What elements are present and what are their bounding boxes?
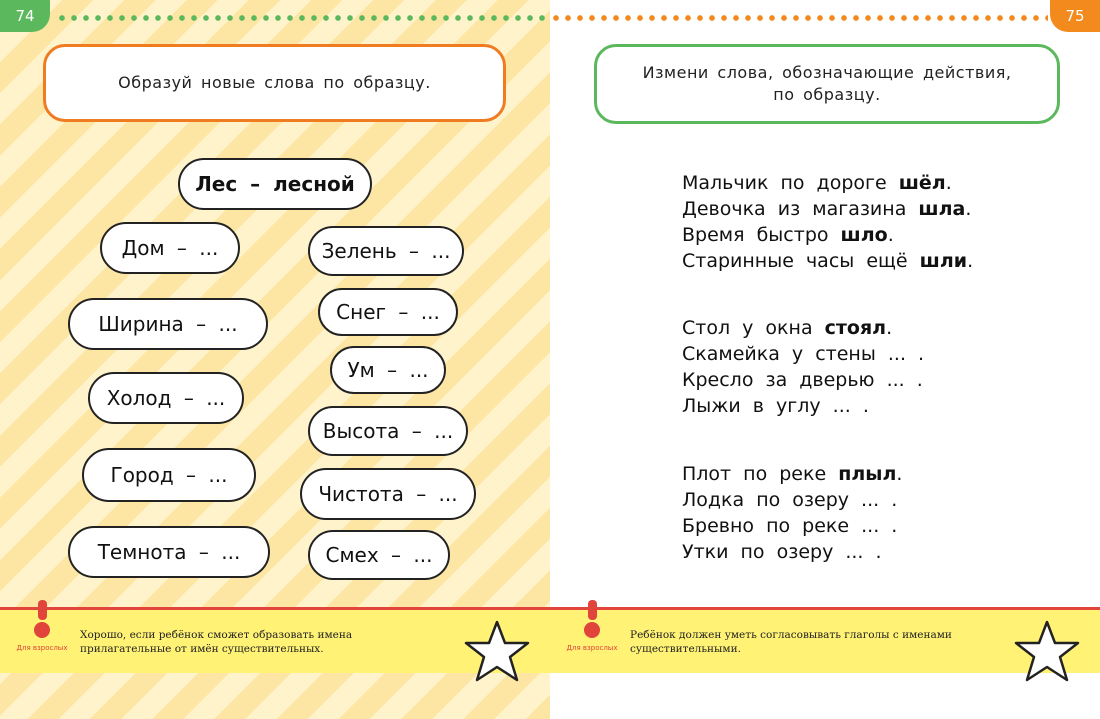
word-cloud: Ширина – ...: [68, 298, 268, 350]
parent-note: [630, 628, 1010, 656]
parent-note: [80, 628, 400, 656]
instruction-text: Измени слова, обозначающие действия,: [642, 63, 1012, 82]
sentence: Мальчик по дороге шёл.: [682, 172, 952, 194]
adult-badge: Для взрослых: [566, 644, 618, 652]
right-page: [550, 0, 1100, 719]
word-cloud: Ум – ...: [330, 346, 446, 394]
parent-note-band: [550, 607, 1100, 673]
dotted-divider: [56, 15, 550, 21]
instruction-text: Образуй новые слова по образцу.: [118, 73, 431, 92]
sentence: Старинные часы ещё шли.: [682, 250, 974, 272]
sentence: Лыжи в углу ... .: [682, 395, 869, 417]
page-number: 75: [1050, 0, 1100, 32]
word-cloud: Высота – ...: [308, 406, 468, 456]
word-cloud: Дом – ...: [100, 222, 240, 274]
sentence: Лодка по озеру ... .: [682, 489, 898, 511]
note-line: существительными.: [630, 643, 741, 655]
sentence-group-1: [682, 170, 973, 274]
sentence: Скамейка у стены ... .: [682, 343, 925, 365]
word-cloud: Холод – ...: [88, 372, 244, 424]
sentence: Время быстро шло.: [682, 224, 894, 246]
sentence: Плот по реке плыл.: [682, 463, 903, 485]
word-cloud: Смех – ...: [308, 530, 450, 580]
note-line: прилагательные от имён существительных.: [80, 643, 324, 655]
instruction-box: [594, 44, 1060, 124]
note-line: Хорошо, если ребёнок сможет образовать имена: [80, 629, 353, 641]
page-number: 74: [0, 0, 50, 32]
parent-note-band: [0, 607, 550, 673]
exclamation-icon: [16, 600, 68, 660]
sentence: Утки по озеру ... .: [682, 541, 882, 563]
word-cloud: Снег – ...: [318, 288, 458, 336]
word-cloud: Темнота – ...: [68, 526, 270, 578]
star-icon: [1012, 618, 1082, 688]
sentence-group-3: [682, 461, 902, 565]
word-cloud: Город – ...: [82, 448, 256, 502]
sentence: Бревно по реке ... .: [682, 515, 898, 537]
word-cloud: Чистота – ...: [300, 468, 476, 520]
instruction-box: [43, 44, 506, 122]
dotted-divider: [550, 15, 1048, 21]
example-cloud: Лес – лесной: [178, 158, 372, 210]
note-line: Ребёнок должен уметь согласовывать глаголы с именами: [630, 629, 952, 641]
word-cloud: Зелень – ...: [308, 226, 464, 276]
sentence: Девочка из магазина шла.: [682, 198, 972, 220]
adult-badge: Для взрослых: [16, 644, 68, 652]
sentence: Стол у окна стоял.: [682, 317, 893, 339]
sentence: Кресло за дверью ... .: [682, 369, 923, 391]
star-icon: [462, 618, 532, 688]
instruction-text: по образцу.: [773, 85, 881, 104]
exclamation-icon: [566, 600, 618, 660]
sentence-group-2: [682, 315, 924, 419]
